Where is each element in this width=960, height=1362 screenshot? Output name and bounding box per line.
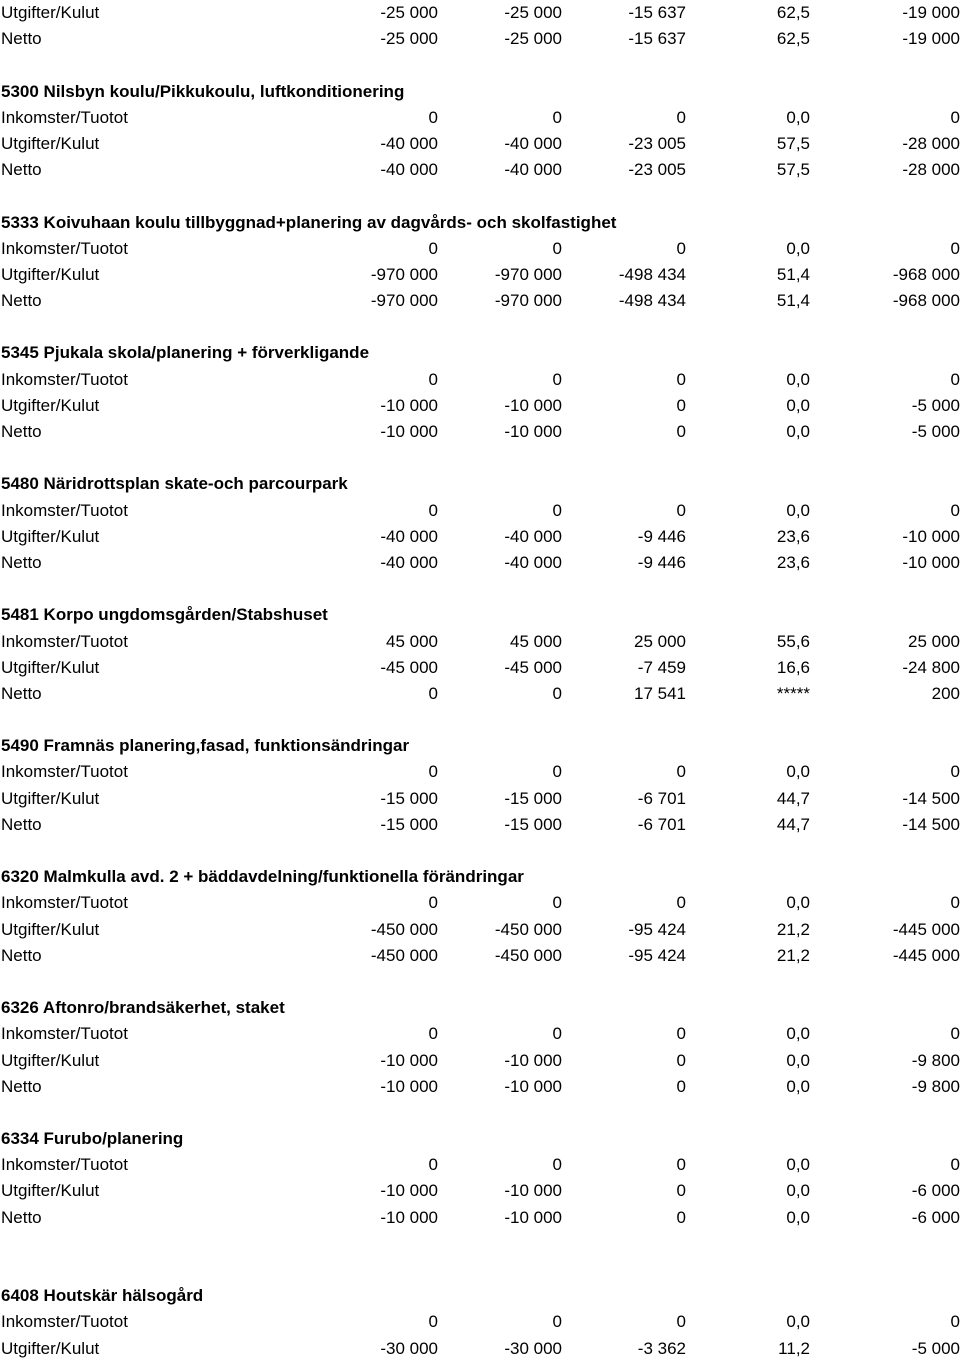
table-row xyxy=(0,524,960,550)
value-col-1: 0 xyxy=(428,893,438,913)
value-col-3: 17 541 xyxy=(634,683,686,703)
value-col-1: -970 000 xyxy=(370,291,438,311)
value-col-3: 0 xyxy=(676,1024,686,1044)
row-gap xyxy=(0,838,960,864)
table-row xyxy=(0,1021,960,1047)
value-col-5: -19 000 xyxy=(902,29,960,49)
table-row xyxy=(0,498,960,524)
value-col-3: -15 637 xyxy=(628,3,686,22)
section-title xyxy=(0,864,960,890)
row-label: Utgifter/Kulut xyxy=(1,133,100,153)
table-row xyxy=(0,1205,960,1231)
value-col-5: -24 800 xyxy=(902,657,960,677)
row-label: Utgifter/Kulut xyxy=(1,919,100,939)
section-title xyxy=(0,79,960,105)
value-col-3: -23 005 xyxy=(628,160,686,180)
value-col-4: 0,0 xyxy=(786,369,810,389)
value-col-5: -14 500 xyxy=(902,788,960,808)
value-col-2: -40 000 xyxy=(504,133,562,153)
value-col-1: -10 000 xyxy=(380,395,438,415)
value-col-5: -968 000 xyxy=(892,291,960,311)
table-row xyxy=(0,943,960,969)
value-col-4: 0,0 xyxy=(786,1181,810,1201)
table-row xyxy=(0,1048,960,1074)
value-col-5: 0 xyxy=(950,238,960,258)
row-label: Netto xyxy=(1,29,42,49)
value-col-1: 0 xyxy=(428,1024,438,1044)
value-col-1: -10 000 xyxy=(380,1181,438,1201)
value-col-4: 11,2 xyxy=(778,1338,810,1358)
value-col-4: 51,4 xyxy=(776,264,810,284)
section-title-text: 5300 Nilsbyn koulu/Pikkukoulu, luftkonditionering xyxy=(1,81,405,101)
value-col-5: -28 000 xyxy=(902,160,960,180)
value-col-2: 0 xyxy=(552,1312,562,1332)
section-title-text: 6326 Aftonro/brandsäkerhet, staket xyxy=(1,998,285,1018)
row-label: Netto xyxy=(1,160,42,180)
value-col-1: -10 000 xyxy=(380,422,438,441)
value-col-5: 0 xyxy=(950,1024,960,1044)
value-col-5: -9 800 xyxy=(911,1050,960,1070)
section-title xyxy=(0,602,960,628)
value-col-1: -15 000 xyxy=(380,788,438,808)
value-col-5: 0 xyxy=(950,369,960,389)
table-row xyxy=(0,157,960,183)
value-col-1: -25 000 xyxy=(380,3,438,22)
table-row xyxy=(0,419,960,445)
table-row xyxy=(0,917,960,943)
value-col-2: -10 000 xyxy=(504,395,562,415)
value-col-4: 0,0 xyxy=(786,1207,810,1227)
section-title-text: 6334 Furubo/planering xyxy=(1,1129,184,1149)
row-label: Netto xyxy=(1,683,42,703)
value-col-2: -25 000 xyxy=(504,3,562,22)
section-title xyxy=(0,1283,960,1309)
value-col-4: 0,0 xyxy=(786,1024,810,1044)
row-label: Inkomster/Tuotot xyxy=(1,500,128,520)
value-col-3: 0 xyxy=(676,1312,686,1332)
value-col-1: -30 000 xyxy=(380,1338,438,1358)
row-gap xyxy=(0,1231,960,1257)
table-row xyxy=(0,262,960,288)
value-col-3: -9 446 xyxy=(637,526,686,546)
value-col-1: -10 000 xyxy=(380,1076,438,1096)
value-col-2: 0 xyxy=(552,369,562,389)
section-title xyxy=(0,471,960,497)
value-col-3: -498 434 xyxy=(618,264,686,284)
value-col-4: 0,0 xyxy=(786,238,810,258)
row-label: Utgifter/Kulut xyxy=(1,1050,100,1070)
table-row xyxy=(0,1152,960,1178)
value-col-1: -10 000 xyxy=(380,1050,438,1070)
table-row xyxy=(0,890,960,916)
value-col-5: -445 000 xyxy=(892,945,960,965)
value-col-1: 0 xyxy=(428,1155,438,1175)
value-col-1: -40 000 xyxy=(380,133,438,153)
value-col-2: -15 000 xyxy=(504,788,562,808)
value-col-4: 0,0 xyxy=(786,1076,810,1096)
value-col-5: 0 xyxy=(950,1155,960,1175)
table-row xyxy=(0,655,960,681)
table-row xyxy=(0,1309,960,1335)
value-col-4: 0,0 xyxy=(786,762,810,782)
value-col-2: -40 000 xyxy=(504,526,562,546)
value-col-3: 0 xyxy=(676,1076,686,1096)
row-label: Utgifter/Kulut xyxy=(1,3,100,22)
value-col-3: -498 434 xyxy=(618,291,686,311)
value-col-5: 0 xyxy=(950,500,960,520)
row-label: Netto xyxy=(1,552,42,572)
section-title xyxy=(0,340,960,366)
section-title-text: 5333 Koivuhaan koulu tillbyggnad+planering av dagvårds- och skolfastighet xyxy=(1,212,617,232)
section-title-text: 5345 Pjukala skola/planering + förverkligande xyxy=(1,343,370,363)
value-col-3: 0 xyxy=(676,395,686,415)
value-col-2: 0 xyxy=(552,500,562,520)
row-label: Inkomster/Tuotot xyxy=(1,631,128,651)
value-col-5: -6 000 xyxy=(911,1207,960,1227)
value-col-5: 0 xyxy=(950,893,960,913)
value-col-1: 0 xyxy=(428,1312,438,1332)
table-row xyxy=(0,131,960,157)
value-col-3: -6 701 xyxy=(637,788,686,808)
value-col-4: 62,5 xyxy=(776,3,810,22)
section-title xyxy=(0,733,960,759)
row-label: Utgifter/Kulut xyxy=(1,788,100,808)
value-col-1: -40 000 xyxy=(380,160,438,180)
value-col-5: -5 000 xyxy=(911,395,960,415)
table-row xyxy=(0,288,960,314)
value-col-2: 0 xyxy=(552,107,562,127)
value-col-5: 0 xyxy=(950,762,960,782)
table-row xyxy=(0,681,960,707)
value-col-2: -30 000 xyxy=(504,1338,562,1358)
value-col-1: 0 xyxy=(428,500,438,520)
row-gap xyxy=(0,707,960,733)
section-title xyxy=(0,995,960,1021)
value-col-4: 0,0 xyxy=(786,1050,810,1070)
value-col-4: 0,0 xyxy=(786,500,810,520)
table-row xyxy=(0,26,960,52)
value-col-4: 16,6 xyxy=(776,657,810,677)
value-col-5: 25 000 xyxy=(908,631,960,651)
value-col-1: 0 xyxy=(428,107,438,127)
value-col-3: 0 xyxy=(676,107,686,127)
value-col-3: -95 424 xyxy=(628,919,686,939)
value-col-2: 0 xyxy=(552,893,562,913)
value-col-2: -40 000 xyxy=(504,160,562,180)
value-col-4: 0,0 xyxy=(786,893,810,913)
value-col-5: -445 000 xyxy=(892,919,960,939)
value-col-2: -10 000 xyxy=(504,422,562,441)
row-label: Utgifter/Kulut xyxy=(1,395,100,415)
table-row xyxy=(0,759,960,785)
value-col-1: -45 000 xyxy=(380,657,438,677)
value-col-4: ***** xyxy=(776,683,810,703)
value-col-5: -5 000 xyxy=(911,1338,960,1358)
value-col-2: 45 000 xyxy=(510,631,562,651)
row-label: Inkomster/Tuotot xyxy=(1,107,128,127)
value-col-3: 0 xyxy=(676,500,686,520)
row-label: Utgifter/Kulut xyxy=(1,526,100,546)
value-col-2: -25 000 xyxy=(504,29,562,49)
value-col-4: 0,0 xyxy=(786,1312,810,1332)
row-gap xyxy=(0,1100,960,1126)
section-title-text: 6408 Houtskär hälsogård xyxy=(1,1286,204,1306)
row-label: Utgifter/Kulut xyxy=(1,657,100,677)
row-gap xyxy=(0,52,960,78)
row-label: Inkomster/Tuotot xyxy=(1,1024,128,1044)
value-col-1: 0 xyxy=(428,683,438,703)
value-col-4: 57,5 xyxy=(776,160,810,180)
value-col-1: 45 000 xyxy=(386,631,438,651)
value-col-2: -10 000 xyxy=(504,1050,562,1070)
row-label: Netto xyxy=(1,422,42,441)
value-col-3: 0 xyxy=(676,1050,686,1070)
value-col-5: 0 xyxy=(950,1312,960,1332)
value-col-3: -7 459 xyxy=(637,657,686,677)
value-col-2: -45 000 xyxy=(504,657,562,677)
value-col-2: -10 000 xyxy=(504,1076,562,1096)
value-col-3: -95 424 xyxy=(628,945,686,965)
value-col-1: -970 000 xyxy=(370,264,438,284)
row-gap xyxy=(0,183,960,209)
value-col-2: -15 000 xyxy=(504,814,562,834)
row-label: Netto xyxy=(1,1076,42,1096)
value-col-2: -970 000 xyxy=(494,291,562,311)
value-col-3: -3 362 xyxy=(637,1338,686,1358)
value-col-1: -40 000 xyxy=(380,526,438,546)
value-col-2: -40 000 xyxy=(504,552,562,572)
value-col-3: -6 701 xyxy=(637,814,686,834)
table-row xyxy=(0,393,960,419)
row-label: Inkomster/Tuotot xyxy=(1,762,128,782)
value-col-5: -10 000 xyxy=(902,526,960,546)
value-col-1: -40 000 xyxy=(380,552,438,572)
value-col-3: -15 637 xyxy=(628,29,686,49)
value-col-1: -10 000 xyxy=(380,1207,438,1227)
value-col-5: -19 000 xyxy=(902,3,960,22)
value-col-3: 0 xyxy=(676,238,686,258)
row-gap xyxy=(0,576,960,602)
value-col-4: 44,7 xyxy=(776,814,810,834)
value-col-5: 200 xyxy=(931,683,960,703)
value-col-2: 0 xyxy=(552,683,562,703)
value-col-1: -450 000 xyxy=(370,919,438,939)
value-col-1: -25 000 xyxy=(380,29,438,49)
value-col-5: -5 000 xyxy=(911,422,960,441)
value-col-2: 0 xyxy=(552,1155,562,1175)
value-col-1: 0 xyxy=(428,238,438,258)
value-col-2: 0 xyxy=(552,238,562,258)
value-col-3: 25 000 xyxy=(634,631,686,651)
table-row xyxy=(0,236,960,262)
value-col-2: -970 000 xyxy=(494,264,562,284)
row-label: Utgifter/Kulut xyxy=(1,264,100,284)
value-col-3: 0 xyxy=(676,369,686,389)
value-col-3: 0 xyxy=(676,1155,686,1175)
table-row xyxy=(0,0,960,26)
value-col-3: 0 xyxy=(676,1181,686,1201)
value-col-4: 44,7 xyxy=(776,788,810,808)
row-label: Netto xyxy=(1,291,42,311)
value-col-3: 0 xyxy=(676,893,686,913)
value-col-4: 0,0 xyxy=(786,107,810,127)
value-col-4: 21,2 xyxy=(776,919,810,939)
value-col-3: 0 xyxy=(676,1207,686,1227)
table-row xyxy=(0,786,960,812)
row-label: Inkomster/Tuotot xyxy=(1,369,128,389)
row-label: Utgifter/Kulut xyxy=(1,1338,100,1358)
value-col-2: -450 000 xyxy=(494,945,562,965)
value-col-4: 23,6 xyxy=(776,552,810,572)
value-col-4: 51,4 xyxy=(776,291,810,311)
value-col-3: 0 xyxy=(676,762,686,782)
value-col-2: 0 xyxy=(552,1024,562,1044)
value-col-4: 55,6 xyxy=(776,631,810,651)
row-gap xyxy=(0,314,960,340)
value-col-5: -14 500 xyxy=(902,814,960,834)
section-title xyxy=(0,210,960,236)
value-col-2: -450 000 xyxy=(494,919,562,939)
row-label: Utgifter/Kulut xyxy=(1,1181,100,1201)
value-col-5: -28 000 xyxy=(902,133,960,153)
table-row xyxy=(0,105,960,131)
row-gap xyxy=(0,1257,960,1283)
value-col-5: -968 000 xyxy=(892,264,960,284)
section-title-text: 6320 Malmkulla avd. 2 + bäddavdelning/funktionella förändringar xyxy=(1,867,524,887)
value-col-1: -15 000 xyxy=(380,814,438,834)
table-row xyxy=(0,1336,960,1362)
row-label: Netto xyxy=(1,1207,42,1227)
value-col-3: -9 446 xyxy=(637,552,686,572)
value-col-2: -10 000 xyxy=(504,1207,562,1227)
value-col-4: 21,2 xyxy=(776,945,810,965)
section-title-text: 5490 Framnäs planering,fasad, funktionsändringar xyxy=(1,736,410,756)
table-row xyxy=(0,812,960,838)
row-label: Inkomster/Tuotot xyxy=(1,1155,128,1175)
value-col-2: 0 xyxy=(552,762,562,782)
value-col-5: 0 xyxy=(950,107,960,127)
section-title xyxy=(0,1126,960,1152)
table-row xyxy=(0,1074,960,1100)
value-col-4: 57,5 xyxy=(776,133,810,153)
section-title-text: 5480 Näridrottsplan skate-och parcourpark xyxy=(1,474,348,494)
row-gap xyxy=(0,445,960,471)
row-label: Inkomster/Tuotot xyxy=(1,893,128,913)
row-gap xyxy=(0,969,960,995)
value-col-5: -9 800 xyxy=(911,1076,960,1096)
table-row xyxy=(0,550,960,576)
table-row xyxy=(0,629,960,655)
value-col-5: -6 000 xyxy=(911,1181,960,1201)
value-col-4: 23,6 xyxy=(776,526,810,546)
value-col-4: 0,0 xyxy=(786,395,810,415)
table-row xyxy=(0,1178,960,1204)
value-col-3: -23 005 xyxy=(628,133,686,153)
value-col-2: -10 000 xyxy=(504,1181,562,1201)
value-col-5: -10 000 xyxy=(902,552,960,572)
row-label: Netto xyxy=(1,814,42,834)
value-col-1: 0 xyxy=(428,369,438,389)
value-col-1: -450 000 xyxy=(370,945,438,965)
table-row xyxy=(0,367,960,393)
value-col-4: 62,5 xyxy=(776,29,810,49)
value-col-1: 0 xyxy=(428,762,438,782)
value-col-4: 0,0 xyxy=(786,422,810,441)
row-label: Inkomster/Tuotot xyxy=(1,1312,128,1332)
section-title-text: 5481 Korpo ungdomsgården/Stabshuset xyxy=(1,605,328,625)
row-label: Inkomster/Tuotot xyxy=(1,238,128,258)
value-col-4: 0,0 xyxy=(786,1155,810,1175)
row-label: Netto xyxy=(1,945,42,965)
value-col-3: 0 xyxy=(676,422,686,441)
